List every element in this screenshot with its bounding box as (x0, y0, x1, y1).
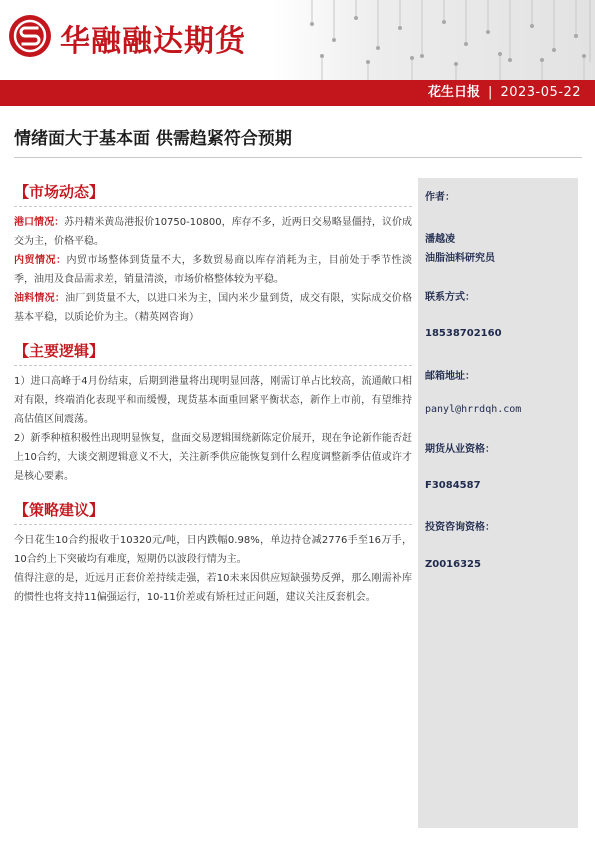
page-header (0, 0, 595, 80)
company-logo-icon (8, 14, 52, 58)
report-date: 2023-05-22 (500, 85, 581, 100)
logic-paragraph-1: 1）进口高峰于4月份结束，后期到港量将出现明显回落，刚需订单占比较高，流通敞口相对有限，终端消化表现平和而缓慢，现货基本面重回紧平衡状态，新作上市前，有望维持高估值区间震荡。 (14, 376, 412, 425)
phone-number: 18538702160 (425, 328, 502, 339)
author-name: 潘越凌 (425, 234, 455, 245)
report-type: 花生日报 (428, 85, 481, 100)
email-address[interactable]: panyl@hrrdqh.com (425, 404, 522, 415)
advisory-label: 投资咨询资格： (425, 522, 495, 533)
market-item-text: 油厂到货量不大，以进口米为主，国内米少量到货，成交有限，实际成交价格基本平稳，以质论价为主。（精英网咨询） (14, 293, 413, 323)
license-number: F3084587 (425, 480, 481, 491)
section-heading-market: 【市场动态】 (14, 182, 412, 207)
market-item-key: 港口情况： (14, 217, 65, 228)
strategy-paragraph-1: 今日花生10合约报收于10320元/吨，日内跌幅0.98%，单边持仓减2776手至16万手，10合约上下突破均有难度，短期仍以波段行情为主。 (14, 535, 412, 565)
author-label: 作者： (425, 192, 455, 203)
report-info (428, 82, 581, 104)
report-separator: | (488, 85, 493, 100)
license-label: 期货从业资格： (425, 444, 495, 455)
section-heading-logic: 【主要逻辑】 (14, 341, 412, 366)
strategy-paragraph-2: 值得注意的是，近远月正套价差持续走强，若10未来因供应短缺强势反弹，那么刚需补库的惯性也将支持11偏强运行，10-11价差或有矫枉过正问题，建议关注反套机会。 (14, 573, 412, 603)
market-item-text: 苏丹精米黄岛港报价10750-10800，库存不多，近两日交易略显僵持，议价成交为主，价格平稳。 (14, 217, 413, 247)
logic-paragraph-2: 2）新季种植积极性出现明显恢复，盘面交易逻辑围绕新陈定价展开，现在争论新作能否赶上10合约，大谈交割逻辑意义不大，关注新季供应能恢复到什么程度调整新季估值或许才是核心要素。 (14, 433, 412, 482)
market-item-key: 油料情况： (14, 293, 66, 304)
market-item-port (14, 213, 412, 251)
contact-label: 联系方式： (425, 292, 475, 303)
advisory-number: Z0016325 (425, 559, 481, 570)
brand-name: 华融融达期货 (60, 24, 246, 59)
market-item-key: 内贸情况： (14, 255, 67, 266)
section-heading-strategy: 【策略建议】 (14, 500, 412, 525)
market-item-text: 内贸市场整体到货量不大，多数贸易商以库存消耗为主，目前处于季节性淡季，油用及食品需求差，销量清淡，市场价格整体较为平稳。 (14, 255, 413, 285)
market-item-oil (14, 289, 412, 327)
main-content (14, 182, 412, 607)
market-item-domestic (14, 251, 412, 289)
email-label: 邮箱地址： (425, 371, 475, 382)
title-divider (14, 157, 582, 158)
page-title: 情绪面大于基本面 供需趋紧符合预期 (14, 129, 292, 149)
author-department: 油脂油料研究员 (425, 253, 495, 264)
circuit-line-graphic (272, 0, 595, 80)
author-sidebar (418, 178, 578, 828)
